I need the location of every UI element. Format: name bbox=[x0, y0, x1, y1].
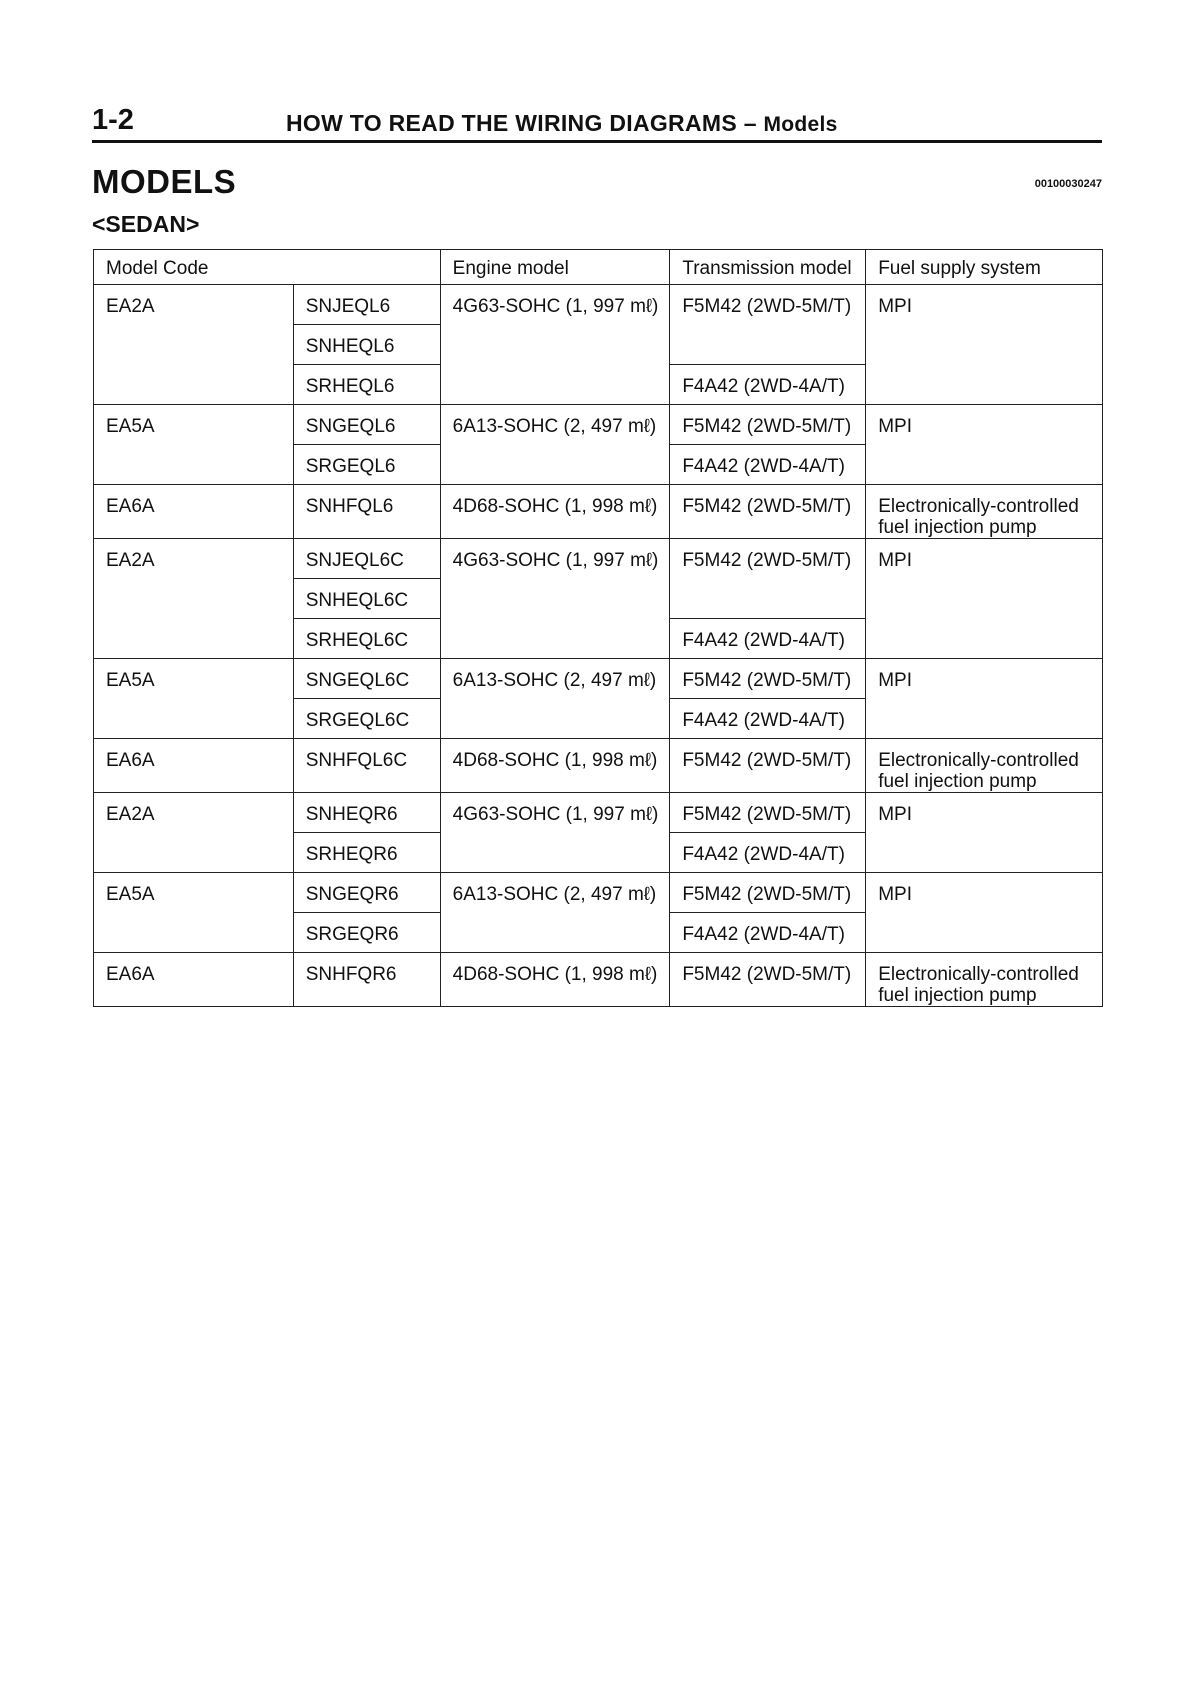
document-id: 00100030247 bbox=[1034, 178, 1102, 190]
header-model-code: Model Code bbox=[94, 250, 441, 285]
model-code-cell: EA6A bbox=[94, 739, 294, 793]
transmission-cell: F4A42 (2WD-4A/T) bbox=[670, 445, 866, 485]
model-code-cell: EA2A bbox=[94, 285, 294, 405]
section-title: MODELS bbox=[92, 163, 237, 200]
model-variant-cell: SNHFQL6 bbox=[293, 485, 440, 539]
model-variant-cell: SNHEQL6C bbox=[293, 579, 440, 619]
engine-model-cell: 4D68-SOHC (1, 998 mℓ) bbox=[440, 485, 670, 539]
model-variant-cell: SNGEQR6 bbox=[293, 873, 440, 913]
transmission-cell: F5M42 (2WD-5M/T) bbox=[670, 873, 866, 913]
transmission-cell: F5M42 (2WD-5M/T) bbox=[670, 539, 866, 619]
models-table bbox=[93, 249, 1103, 1007]
model-variant-cell: SNHEQR6 bbox=[293, 793, 440, 833]
model-variant-cell: SRGEQR6 bbox=[293, 913, 440, 953]
table-row bbox=[94, 739, 1103, 793]
transmission-cell: F5M42 (2WD-5M/T) bbox=[670, 485, 866, 539]
fuel-supply-cell: MPI bbox=[866, 539, 1103, 659]
engine-model-cell: 4G63-SOHC (1, 997 mℓ) bbox=[440, 793, 670, 873]
model-code-cell: EA5A bbox=[94, 405, 294, 485]
fuel-supply-cell: MPI bbox=[866, 405, 1103, 485]
model-variant-cell: SNJEQL6C bbox=[293, 539, 440, 579]
fuel-supply-cell: MPI bbox=[866, 285, 1103, 405]
model-variant-cell: SNHEQL6 bbox=[293, 325, 440, 365]
subsection-title: <SEDAN> bbox=[92, 211, 200, 237]
model-variant-cell: SRHEQR6 bbox=[293, 833, 440, 873]
model-code-cell: EA6A bbox=[94, 953, 294, 1007]
table-row bbox=[94, 285, 1103, 325]
engine-model-cell: 6A13-SOHC (2, 497 mℓ) bbox=[440, 873, 670, 953]
fuel-supply-cell: Electronically-controlled fuel injection pump bbox=[866, 953, 1103, 1007]
transmission-cell: F4A42 (2WD-4A/T) bbox=[670, 833, 866, 873]
table-row bbox=[94, 539, 1103, 579]
table-row bbox=[94, 405, 1103, 445]
table-header-row bbox=[94, 250, 1103, 285]
header-engine-model: Engine model bbox=[440, 250, 670, 285]
table-row bbox=[94, 953, 1103, 1007]
transmission-cell: F5M42 (2WD-5M/T) bbox=[670, 953, 866, 1007]
transmission-cell: F4A42 (2WD-4A/T) bbox=[670, 913, 866, 953]
model-variant-cell: SRGEQL6C bbox=[293, 699, 440, 739]
model-variant-cell: SNGEQL6 bbox=[293, 405, 440, 445]
model-variant-cell: SRHEQL6 bbox=[293, 365, 440, 405]
table-row bbox=[94, 659, 1103, 699]
transmission-cell: F5M42 (2WD-5M/T) bbox=[670, 793, 866, 833]
table-row bbox=[94, 793, 1103, 833]
engine-model-cell: 4G63-SOHC (1, 997 mℓ) bbox=[440, 285, 670, 405]
table-row bbox=[94, 485, 1103, 539]
engine-model-cell: 4D68-SOHC (1, 998 mℓ) bbox=[440, 953, 670, 1007]
page-header-title bbox=[286, 110, 838, 137]
model-variant-cell: SNJEQL6 bbox=[293, 285, 440, 325]
transmission-cell: F5M42 (2WD-5M/T) bbox=[670, 285, 866, 365]
model-variant-cell: SNHFQR6 bbox=[293, 953, 440, 1007]
model-code-cell: EA5A bbox=[94, 659, 294, 739]
transmission-cell: F4A42 (2WD-4A/T) bbox=[670, 619, 866, 659]
transmission-cell: F5M42 (2WD-5M/T) bbox=[670, 659, 866, 699]
transmission-cell: F4A42 (2WD-4A/T) bbox=[670, 699, 866, 739]
fuel-supply-cell: Electronically-controlled fuel injection pump bbox=[866, 739, 1103, 793]
model-code-cell: EA5A bbox=[94, 873, 294, 953]
fuel-supply-cell: MPI bbox=[866, 873, 1103, 953]
model-variant-cell: SNHFQL6C bbox=[293, 739, 440, 793]
fuel-supply-cell: Electronically-controlled fuel injection pump bbox=[866, 485, 1103, 539]
transmission-cell: F4A42 (2WD-4A/T) bbox=[670, 365, 866, 405]
fuel-supply-cell: MPI bbox=[866, 659, 1103, 739]
table-row bbox=[94, 873, 1103, 913]
model-variant-cell: SRGEQL6 bbox=[293, 445, 440, 485]
model-code-cell: EA2A bbox=[94, 539, 294, 659]
transmission-cell: F5M42 (2WD-5M/T) bbox=[670, 739, 866, 793]
header-separator: – bbox=[743, 110, 757, 136]
model-code-cell: EA2A bbox=[94, 793, 294, 873]
page-number: 1-2 bbox=[92, 104, 134, 136]
model-variant-cell: SNGEQL6C bbox=[293, 659, 440, 699]
engine-model-cell: 6A13-SOHC (2, 497 mℓ) bbox=[440, 405, 670, 485]
transmission-cell: F5M42 (2WD-5M/T) bbox=[670, 405, 866, 445]
fuel-supply-cell: MPI bbox=[866, 793, 1103, 873]
header-rule bbox=[92, 140, 1102, 143]
header-fuel-supply-system: Fuel supply system bbox=[866, 250, 1103, 285]
engine-model-cell: 4G63-SOHC (1, 997 mℓ) bbox=[440, 539, 670, 659]
engine-model-cell: 4D68-SOHC (1, 998 mℓ) bbox=[440, 739, 670, 793]
header-transmission-model: Transmission model bbox=[670, 250, 866, 285]
model-variant-cell: SRHEQL6C bbox=[293, 619, 440, 659]
header-title-text: HOW TO READ THE WIRING DIAGRAMS bbox=[286, 110, 737, 136]
model-code-cell: EA6A bbox=[94, 485, 294, 539]
header-subtitle: Models bbox=[763, 113, 838, 136]
engine-model-cell: 6A13-SOHC (2, 497 mℓ) bbox=[440, 659, 670, 739]
